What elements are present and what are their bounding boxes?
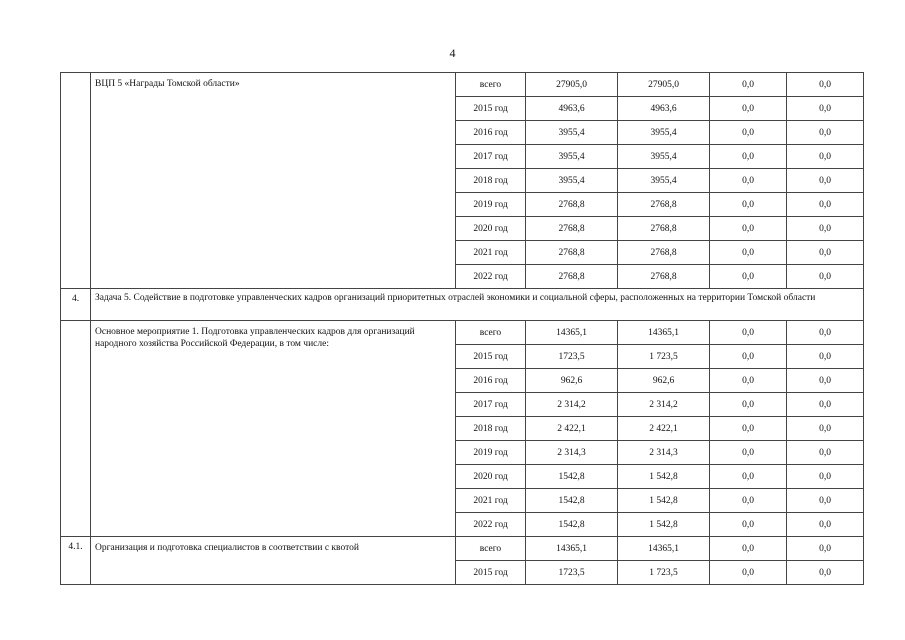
regional-budget-cell: 2768,8 — [618, 241, 710, 265]
federal-budget-cell: 0,0 — [710, 441, 787, 465]
other-sources-cell: 0,0 — [787, 369, 864, 393]
regional-budget-cell: 14365,1 — [618, 537, 710, 561]
other-sources-cell: 0,0 — [787, 73, 864, 97]
other-sources-cell: 0,0 — [787, 169, 864, 193]
total-value-cell: 2 422,1 — [526, 417, 618, 441]
regional-budget-cell: 2 314,3 — [618, 441, 710, 465]
regional-budget-cell: 1 723,5 — [618, 345, 710, 369]
other-sources-cell: 0,0 — [787, 417, 864, 441]
federal-budget-cell: 0,0 — [710, 265, 787, 289]
regional-budget-cell: 1 723,5 — [618, 561, 710, 585]
period-cell: 2022 год — [456, 265, 526, 289]
row-index — [61, 321, 91, 537]
regional-budget-cell: 1 542,8 — [618, 465, 710, 489]
federal-budget-cell: 0,0 — [710, 121, 787, 145]
federal-budget-cell: 0,0 — [710, 561, 787, 585]
regional-budget-cell: 2 422,1 — [618, 417, 710, 441]
period-cell: 2016 год — [456, 121, 526, 145]
federal-budget-cell: 0,0 — [710, 537, 787, 561]
other-sources-cell: 0,0 — [787, 121, 864, 145]
period-cell: всего — [456, 73, 526, 97]
period-cell: 2020 год — [456, 217, 526, 241]
other-sources-cell: 0,0 — [787, 241, 864, 265]
activity-title: ВЦП 5 «Награды Томской области» — [91, 73, 456, 289]
regional-budget-cell: 2 314,2 — [618, 393, 710, 417]
regional-budget-cell: 1 542,8 — [618, 513, 710, 537]
regional-budget-cell: 3955,4 — [618, 121, 710, 145]
other-sources-cell: 0,0 — [787, 345, 864, 369]
federal-budget-cell: 0,0 — [710, 193, 787, 217]
regional-budget-cell: 962,6 — [618, 369, 710, 393]
period-cell: 2019 год — [456, 441, 526, 465]
federal-budget-cell: 0,0 — [710, 241, 787, 265]
task-row — [61, 289, 864, 321]
period-cell: 2017 год — [456, 393, 526, 417]
regional-budget-cell: 3955,4 — [618, 145, 710, 169]
total-value-cell: 3955,4 — [526, 145, 618, 169]
federal-budget-cell: 0,0 — [710, 145, 787, 169]
federal-budget-cell: 0,0 — [710, 513, 787, 537]
period-cell: 2015 год — [456, 345, 526, 369]
other-sources-cell: 0,0 — [787, 465, 864, 489]
federal-budget-cell: 0,0 — [710, 169, 787, 193]
row-index: 4. — [61, 289, 91, 321]
budget-table — [60, 72, 864, 585]
period-cell: 2021 год — [456, 241, 526, 265]
period-cell: 2020 год — [456, 465, 526, 489]
total-value-cell: 2768,8 — [526, 217, 618, 241]
period-cell: 2015 год — [456, 561, 526, 585]
other-sources-cell: 0,0 — [787, 217, 864, 241]
federal-budget-cell: 0,0 — [710, 97, 787, 121]
period-cell: всего — [456, 537, 526, 561]
regional-budget-cell: 27905,0 — [618, 73, 710, 97]
table-row — [61, 537, 864, 561]
other-sources-cell: 0,0 — [787, 321, 864, 345]
period-cell: 2015 год — [456, 97, 526, 121]
period-cell: 2016 год — [456, 369, 526, 393]
activity-title: Организация и подготовка специалистов в соответствии с квотой — [91, 537, 456, 585]
total-value-cell: 2 314,2 — [526, 393, 618, 417]
total-value-cell: 1723,5 — [526, 561, 618, 585]
row-index — [61, 73, 91, 289]
period-cell: 2019 год — [456, 193, 526, 217]
regional-budget-cell: 2768,8 — [618, 217, 710, 241]
regional-budget-cell: 3955,4 — [618, 169, 710, 193]
total-value-cell: 14365,1 — [526, 537, 618, 561]
other-sources-cell: 0,0 — [787, 97, 864, 121]
total-value-cell: 1542,8 — [526, 513, 618, 537]
total-value-cell: 1542,8 — [526, 465, 618, 489]
federal-budget-cell: 0,0 — [710, 321, 787, 345]
total-value-cell: 1542,8 — [526, 489, 618, 513]
regional-budget-cell: 2768,8 — [618, 265, 710, 289]
page-number: 4 — [449, 46, 456, 60]
period-cell: 2022 год — [456, 513, 526, 537]
period-cell: 2018 год — [456, 417, 526, 441]
period-cell: 2021 год — [456, 489, 526, 513]
table-row — [61, 73, 864, 97]
federal-budget-cell: 0,0 — [710, 73, 787, 97]
total-value-cell: 14365,1 — [526, 321, 618, 345]
federal-budget-cell: 0,0 — [710, 465, 787, 489]
federal-budget-cell: 0,0 — [710, 217, 787, 241]
total-value-cell: 2 314,3 — [526, 441, 618, 465]
table-row — [61, 321, 864, 345]
other-sources-cell: 0,0 — [787, 537, 864, 561]
total-value-cell: 3955,4 — [526, 121, 618, 145]
total-value-cell: 1723,5 — [526, 345, 618, 369]
total-value-cell: 2768,8 — [526, 241, 618, 265]
period-cell: 2018 год — [456, 169, 526, 193]
period-cell: всего — [456, 321, 526, 345]
activity-title: Основное мероприятие 1. Подготовка управленческих кадров для организаций народного хозяйства Российской Федерации, в том числе: — [91, 321, 456, 537]
other-sources-cell: 0,0 — [787, 265, 864, 289]
federal-budget-cell: 0,0 — [710, 489, 787, 513]
total-value-cell: 3955,4 — [526, 169, 618, 193]
other-sources-cell: 0,0 — [787, 489, 864, 513]
other-sources-cell: 0,0 — [787, 145, 864, 169]
other-sources-cell: 0,0 — [787, 393, 864, 417]
task-title: Задача 5. Содействие в подготовке управленческих кадров организаций приоритетных отраслей экономики и социальной сферы, расположенных на территории Томской области — [91, 289, 864, 321]
period-cell: 2017 год — [456, 145, 526, 169]
federal-budget-cell: 0,0 — [710, 417, 787, 441]
total-value-cell: 2768,8 — [526, 193, 618, 217]
regional-budget-cell: 2768,8 — [618, 193, 710, 217]
other-sources-cell: 0,0 — [787, 193, 864, 217]
total-value-cell: 4963,6 — [526, 97, 618, 121]
other-sources-cell: 0,0 — [787, 513, 864, 537]
total-value-cell: 962,6 — [526, 369, 618, 393]
table-body — [61, 73, 864, 585]
other-sources-cell: 0,0 — [787, 441, 864, 465]
federal-budget-cell: 0,0 — [710, 393, 787, 417]
regional-budget-cell: 14365,1 — [618, 321, 710, 345]
regional-budget-cell: 1 542,8 — [618, 489, 710, 513]
total-value-cell: 2768,8 — [526, 265, 618, 289]
federal-budget-cell: 0,0 — [710, 345, 787, 369]
regional-budget-cell: 4963,6 — [618, 97, 710, 121]
total-value-cell: 27905,0 — [526, 73, 618, 97]
federal-budget-cell: 0,0 — [710, 369, 787, 393]
other-sources-cell: 0,0 — [787, 561, 864, 585]
row-index: 4.1. — [61, 537, 91, 585]
